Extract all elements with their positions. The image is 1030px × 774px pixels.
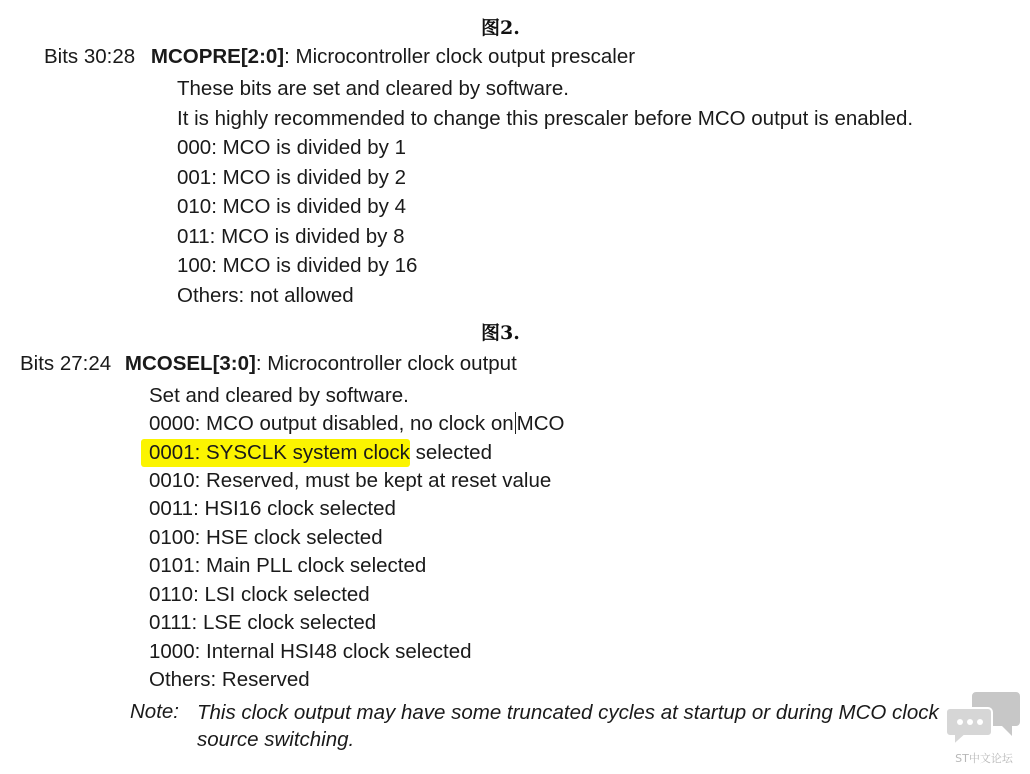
figure-2-bits: Bits 30:28	[44, 45, 136, 68]
figure-3-value-line: Others: Reserved	[149, 668, 310, 691]
figure-2-register-row	[44, 45, 635, 69]
figure-3-value-line: 0101: Main PLL clock selected	[149, 554, 427, 577]
figure-2-value-line: 011: MCO is divided by 8	[177, 225, 405, 248]
figure-3-value-text: selected	[409, 441, 492, 464]
figure-3-value-line: 1000: Internal HSI48 clock selected	[149, 640, 472, 663]
figure-3-value-text: 0000: MCO output disabled, no clock on	[149, 412, 514, 435]
yellow-highlight: 0001: SYSCLK system clock	[141, 439, 410, 467]
figure-2-desc-line: It is highly recommended to change this prescaler before MCO output is enabled.	[177, 107, 914, 130]
figure-2-label: 图2.	[481, 17, 520, 39]
figure-3-value-line-highlighted	[149, 441, 492, 465]
figure-3-bits: Bits 27:24	[20, 352, 112, 375]
figure-3-value-line: 0111: LSE clock selected	[149, 611, 377, 634]
figure-3-label: 图3.	[481, 322, 520, 344]
figure-2-value-line: Others: not allowed	[177, 284, 354, 307]
figure-3-value-line: 0011: HSI16 clock selected	[149, 497, 396, 520]
figure-2-field-name: MCOPRE[2:0]	[150, 45, 285, 68]
text-cursor	[515, 412, 516, 434]
note-text: This clock output may have some truncated cycles at startup or during MCO clock source switching.	[197, 701, 939, 751]
figure-2-value-line: 000: MCO is divided by 1	[177, 136, 407, 159]
figure-2-value-line: 001: MCO is divided by 2	[177, 166, 407, 189]
figure-3-value-line: 0110: LSI clock selected	[149, 583, 370, 606]
figure-3-value-text: MCO	[516, 412, 565, 435]
figure-3-value-line	[149, 412, 565, 436]
figure-2-desc-line: These bits are set and cleared by software.	[177, 77, 569, 100]
figure-3-desc-line: Set and cleared by software.	[149, 384, 409, 407]
figure-3-value-line: 0010: Reserved, must be kept at reset value	[149, 469, 552, 492]
figure-2-field-desc: : Microcontroller clock output prescaler	[284, 45, 636, 68]
chat-bubbles-icon	[946, 688, 1022, 748]
figure-3-field-name: MCOSEL[3:0]	[124, 352, 256, 375]
note-label: Note:	[130, 700, 179, 723]
figure-2-value-line: 010: MCO is divided by 4	[177, 195, 407, 218]
figure-3-value-line: 0100: HSE clock selected	[149, 526, 383, 549]
figure-3-register-row	[20, 352, 517, 376]
figure-2-value-line: 100: MCO is divided by 16	[177, 254, 418, 277]
figure-3-field-desc: : Microcontroller clock output	[255, 352, 517, 375]
watermark	[946, 688, 1022, 766]
watermark-text: ST中文论坛	[955, 752, 1013, 765]
